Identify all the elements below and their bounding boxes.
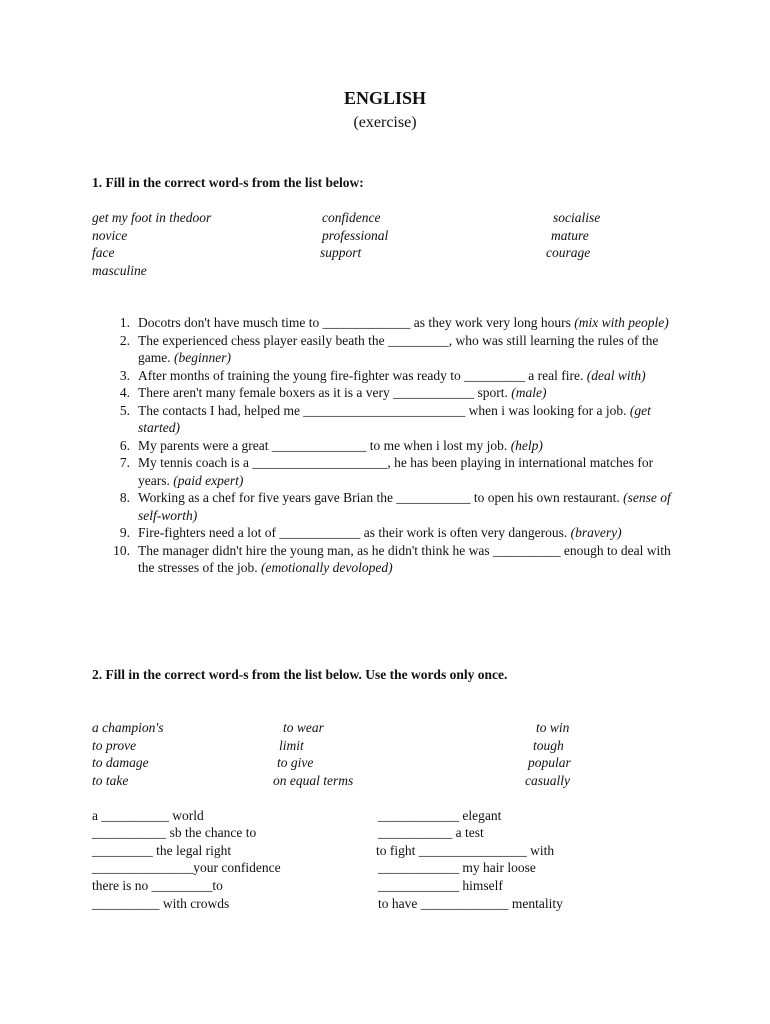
- list-item: [108, 332, 688, 367]
- list-item: [108, 454, 688, 489]
- word-list-item: to give: [277, 755, 314, 770]
- phrase-item: ___________ a test: [378, 825, 484, 840]
- item-number: 10.: [113, 542, 130, 558]
- page-title: ENGLISH: [343, 88, 427, 108]
- exercise1-list: [108, 314, 688, 577]
- item-hint: (sense of self-worth): [138, 490, 671, 523]
- item-text: My tennis coach is a ____________________, he has been playing in international matches for years.: [138, 455, 654, 488]
- item-hint: (paid expert): [173, 472, 244, 488]
- item-number: 6.: [119, 437, 130, 453]
- word-list-item: support: [320, 245, 362, 260]
- list-item: [108, 314, 688, 332]
- phrase-item: a __________ world: [92, 808, 204, 823]
- phrase-item: ____________ elegant: [378, 808, 502, 823]
- word-list-item: a champion's: [92, 720, 164, 735]
- item-number: 1.: [119, 315, 130, 330]
- phrase-item: ___________ sb the chance to: [92, 825, 257, 840]
- list-item: [108, 489, 688, 524]
- item-text: There aren't many female boxers as it is a very ____________ sport.: [138, 385, 512, 400]
- word-list-item: casually: [525, 773, 570, 788]
- item-hint: (help): [510, 437, 543, 453]
- word-list-item: confidence: [322, 210, 381, 225]
- exercise1-heading: 1. Fill in the correct word-s from the list below:: [92, 175, 364, 190]
- item-hint: (emotionally devoloped): [260, 560, 393, 575]
- item-number: 8.: [119, 490, 130, 505]
- word-list-item: socialise: [553, 210, 601, 225]
- word-list-item: popular: [528, 755, 571, 770]
- list-item: [108, 437, 688, 455]
- item-hint: (beginner): [174, 350, 231, 365]
- page-subtitle: (exercise): [353, 114, 417, 131]
- phrase-item: to fight ________________ with: [376, 843, 555, 858]
- list-item: [108, 524, 688, 542]
- word-list-item: to take: [92, 773, 129, 788]
- item-text: Docotrs don't have musch time to _____________ as they work very long hours: [138, 315, 575, 330]
- word-list-item: to win: [536, 720, 570, 735]
- item-number: 4.: [119, 385, 130, 400]
- phrase-item: to have _____________ mentality: [378, 896, 563, 911]
- item-text: The experienced chess player easily beath the _________, who was still learning the rules of the game.: [138, 332, 659, 365]
- item-number: 5.: [119, 402, 130, 418]
- item-text: The manager didn't hire the young man, as he didn't think he was __________ enough to deal with the stresses of the job.: [138, 542, 671, 575]
- list-item: [108, 367, 688, 385]
- word-list-item: to prove: [92, 738, 137, 753]
- word-list-item: tough: [533, 738, 564, 753]
- phrase-item: there is no _________to: [92, 878, 223, 893]
- item-text: Working as a chef for five years gave Brian the ___________ to open his own restaurant.: [138, 490, 624, 505]
- item-hint: (deal with): [586, 367, 646, 383]
- phrase-item: ____________ my hair loose: [378, 860, 536, 875]
- item-number: 9.: [119, 525, 130, 540]
- list-item: [108, 384, 688, 402]
- item-hint: (bravery): [570, 525, 622, 540]
- word-list-item: limit: [279, 738, 304, 753]
- list-item: [108, 542, 688, 577]
- item-number: 2.: [119, 332, 130, 348]
- item-text: After months of training the young fire-fighter was ready to _________ a real fire.: [138, 367, 587, 383]
- item-text: Fire-fighters need a lot of ____________ as their work is often very dangerous.: [138, 525, 571, 540]
- item-hint: (male): [511, 385, 547, 400]
- word-list-item: on equal terms: [273, 773, 354, 788]
- word-list-item: professional: [322, 228, 389, 243]
- phrase-item: _______________your confidence: [92, 860, 281, 875]
- item-hint: (mix with people): [574, 315, 669, 330]
- word-list-item: courage: [546, 245, 591, 260]
- word-list-item: mature: [551, 228, 589, 243]
- word-list-item: novice: [92, 228, 128, 243]
- word-list-item: get my foot in thedoor: [92, 210, 212, 225]
- item-text: My parents were a great ______________ to me when i lost my job.: [138, 437, 511, 453]
- word-list-item: to damage: [92, 755, 149, 770]
- phrase-item: ____________ himself: [378, 878, 503, 893]
- exercise2-heading: 2. Fill in the correct word-s from the list below. Use the words only once.: [92, 667, 508, 682]
- item-number: 3.: [119, 367, 130, 383]
- item-hint: (get started): [138, 402, 651, 435]
- list-item: [108, 402, 688, 437]
- word-list-item: masculine: [92, 263, 147, 278]
- word-list-item: to wear: [283, 720, 324, 735]
- phrase-item: _________ the legal right: [92, 843, 232, 858]
- phrase-item: __________ with crowds: [92, 896, 230, 911]
- item-text: The contacts I had, helped me ________________________ when i was looking for a job.: [138, 402, 630, 418]
- word-list-item: face: [92, 245, 115, 260]
- item-number: 7.: [119, 455, 130, 470]
